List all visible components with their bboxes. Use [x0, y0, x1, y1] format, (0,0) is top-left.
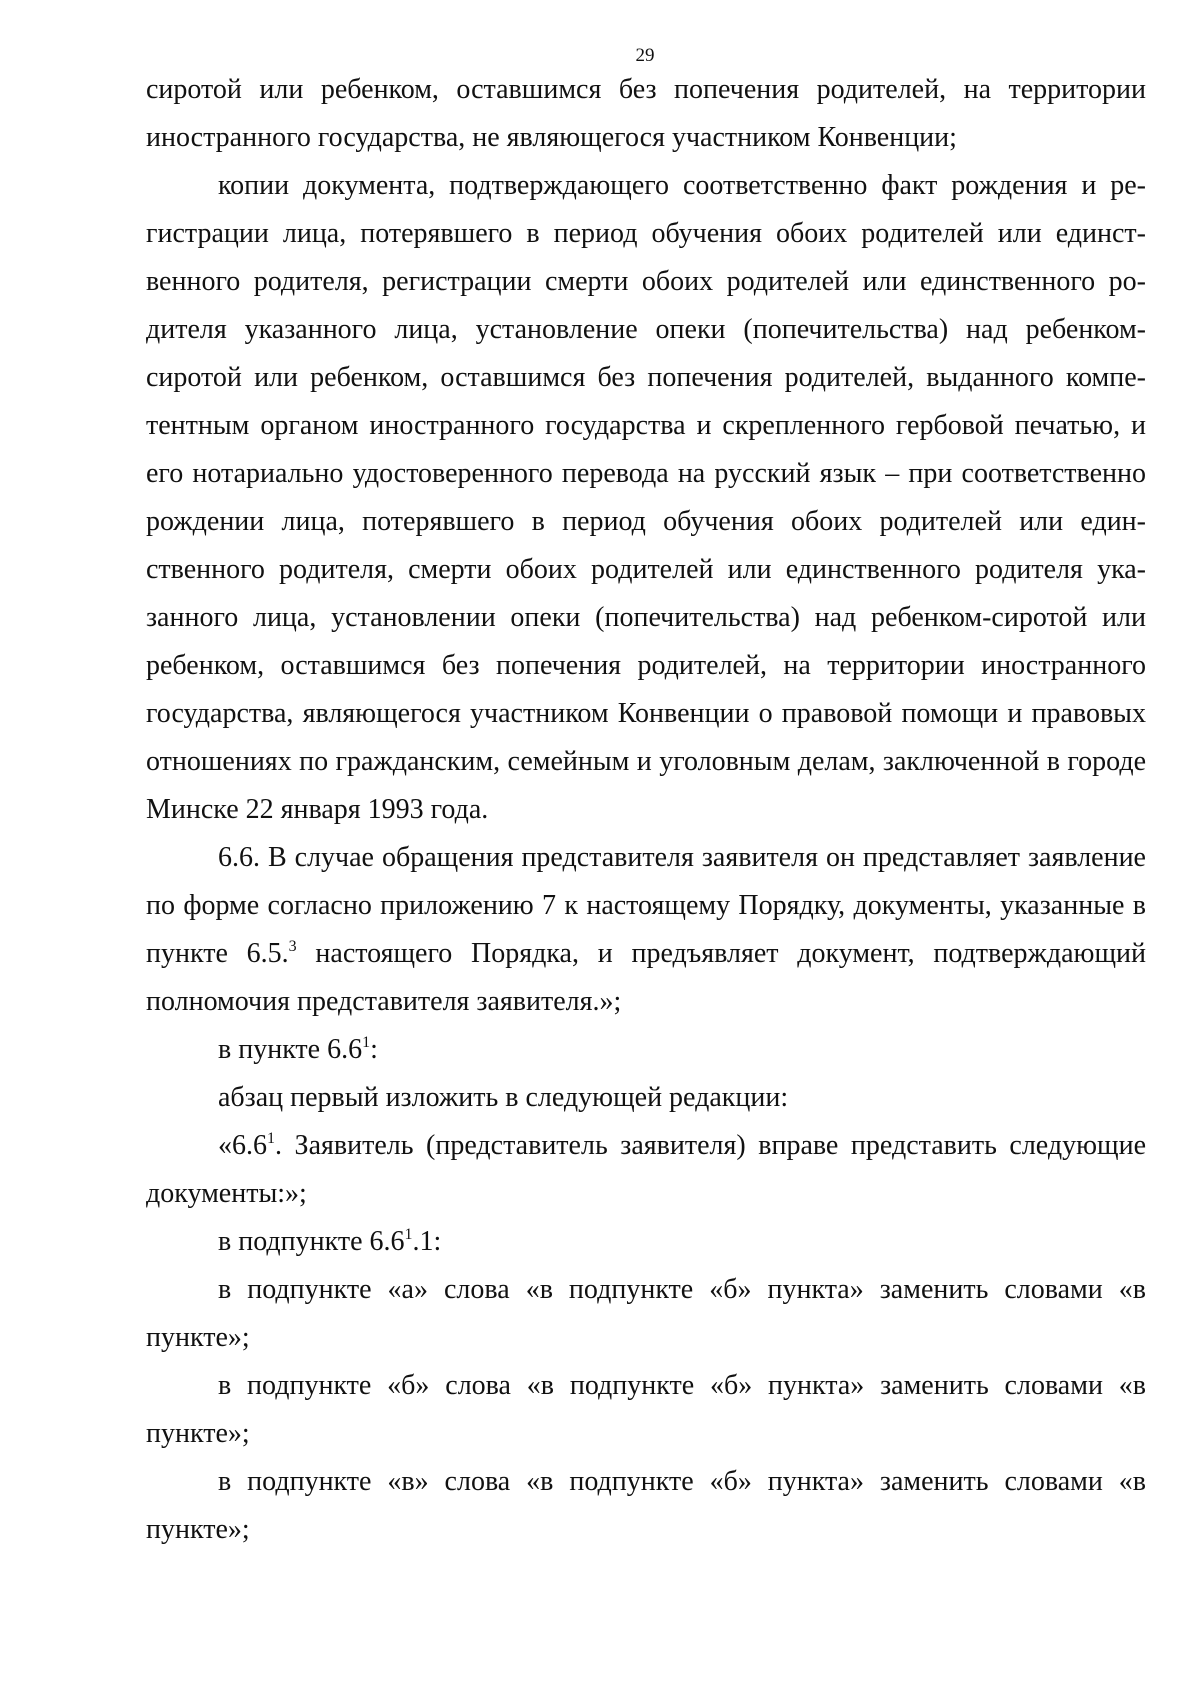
paragraph-text: . Заявитель (представитель заявителя) вправе представить следующие документы:»; — [146, 1130, 1146, 1209]
paragraph-copy-documents: копии документа, подтверждающего соответственно факт рождения и регистрации лица, потерявшего в период обучения обоих родителей или единственного родителя, регистрации смерти обоих родителей или единственного родителя указанного лица, установление опеки (попечительства) над ребенком-сиротой или ребенком, оставшимся без попечения родителей, выданного компетентным органом иностранного государства и скрепленного гербовой печатью, и его нотариально удостоверенного перевода на русский язык – при соответственно рождении лица, потерявшего в период обучения обоих родителей или единственного родителя, смерти обоих родителей или единственного родителя указанного лица, установлении опеки (попечительства) над ребенком-сиротой или ребенком, оставшимся без попечения родителей, на территории иностранного государства, являющегося участником Конвенции о правовой помощи и правовых отношениях по гражданским, семейным и уголовным делам, заключенной в городе Минске 22 января 1993 года. — [146, 170, 1146, 825]
document-body — [146, 66, 1146, 1554]
paragraph-text: настоящего Порядка, и предъявляет документ, подтверждающий полномочия представителя заявителя.»; — [146, 938, 1146, 1017]
paragraph-text: : — [370, 1034, 378, 1065]
paragraph-text: в пункте 6.6 — [218, 1034, 363, 1065]
superscript: 1 — [404, 1226, 413, 1243]
paragraph-subpoint-b: в подпункте «б» слова «в подпункте «б» пункта» заменить словами «в пункте»; — [146, 1370, 1146, 1449]
paragraph-first-abzac: абзац первый изложить в следующей редакции: — [218, 1082, 789, 1113]
paragraph-subpoint-6-6-1-1 — [146, 1218, 1146, 1266]
paragraph-text: 6.6. В случае обращения представителя заявителя он представляет заявление по форме согласно приложению 7 к настоящему Порядку, документы, указанные в пункте 6.5. — [146, 842, 1146, 969]
paragraph-subpoint-v: в подпункте «в» слова «в подпункте «б» пункта» заменить словами «в пункте»; — [146, 1466, 1146, 1545]
superscript: 1 — [267, 1130, 275, 1147]
paragraph-text: .1: — [412, 1226, 442, 1257]
paragraph-text: в подпункте 6.6 — [218, 1226, 405, 1257]
page-number: 29 — [635, 45, 655, 66]
paragraph-subpoint-a: в подпункте «а» слова «в подпункте «б» пункта» заменить словами «в пункте»; — [146, 1274, 1146, 1353]
paragraph-6-6-1-quote — [146, 1122, 1146, 1218]
paragraph-text: «6.6 — [218, 1130, 267, 1161]
paragraph-6-6 — [146, 834, 1146, 1026]
paragraph-continuation: сиротой или ребенком, оставшимся без попечения родителей, на территории иностранного государства, не являющегося участником Конвенции; — [146, 74, 1146, 153]
superscript: 3 — [288, 938, 297, 955]
paragraph-point-6-6-1 — [146, 1026, 1146, 1074]
superscript: 1 — [362, 1034, 371, 1051]
